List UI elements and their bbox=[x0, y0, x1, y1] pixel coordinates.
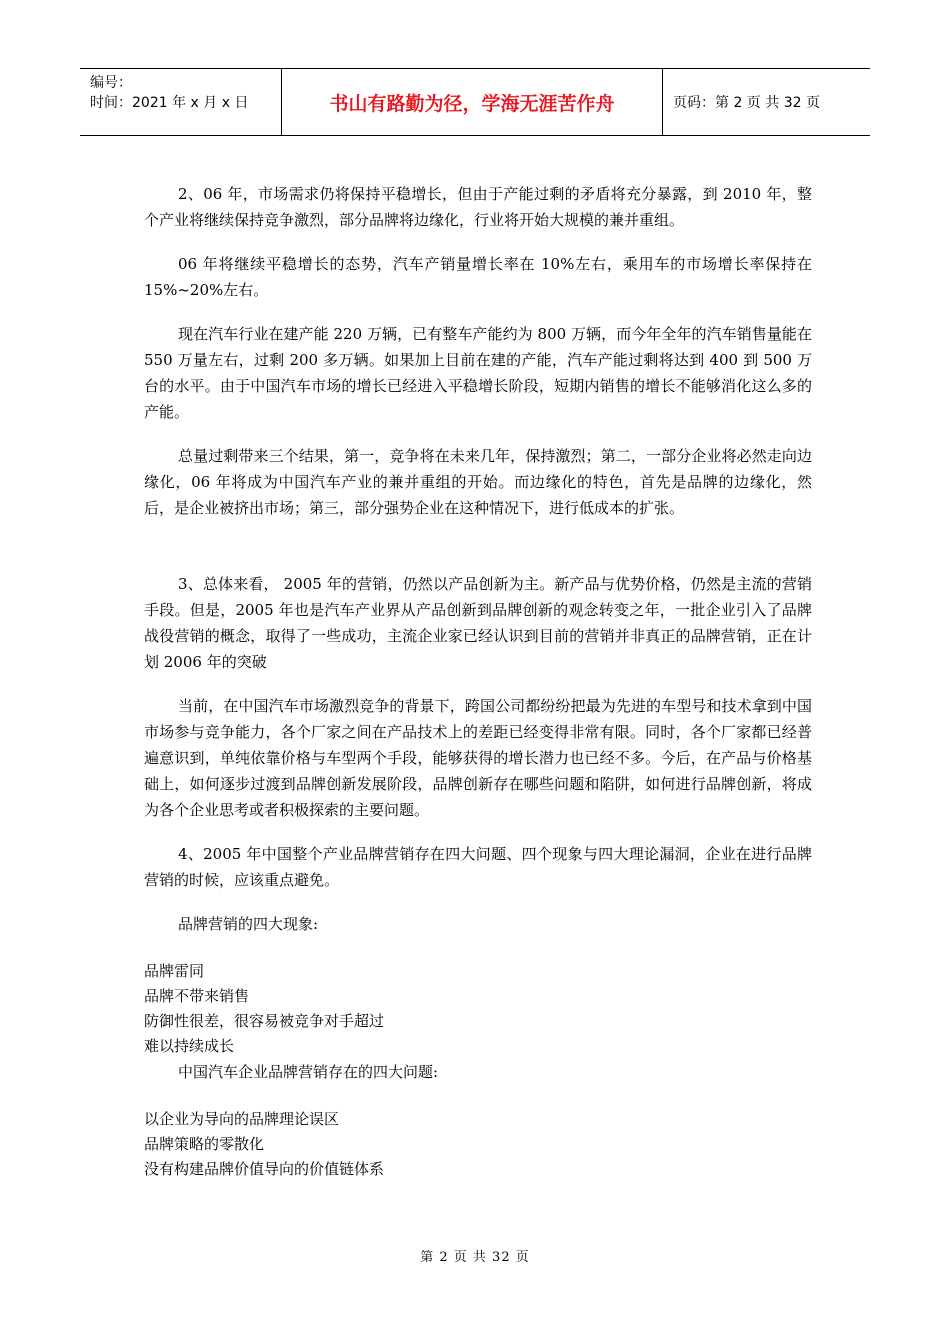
list-item: 以企业为导向的品牌理论误区 bbox=[144, 1110, 340, 1128]
header-meta bbox=[80, 69, 282, 135]
date-label: 时间：2021 年 x 月 x 日 bbox=[90, 95, 249, 111]
page-footer: 第 2 页 共 32 页 bbox=[420, 1250, 530, 1265]
phenomena-list bbox=[144, 959, 812, 1059]
paragraph-5: 3、总体来看， 2005 年的营销，仍然以产品创新为主。新产品与优势价格，仍然是主流的营销手段。但是，2005 年也是汽车产业界从产品创新到品牌创新的观念转变之年，一批企业引入了品牌战役营销的概念，取得了一些成功，主流企业家已经认识到目前的营销并非真正的品牌营销，正在计划 2006 年的突破 bbox=[144, 575, 812, 671]
header-page-info: 页码：第 2 页 共 32 页 bbox=[673, 95, 820, 111]
list-item: 难以持续成长 bbox=[144, 1037, 235, 1055]
list-item: 品牌策略的零散化 bbox=[144, 1135, 265, 1153]
page-header bbox=[80, 68, 870, 136]
paragraph-2: 06 年将继续平稳增长的态势，汽车产销量增长率在 10%左右，乘用车的市场增长率保持在 15%~20%左右。 bbox=[144, 255, 812, 299]
problems-list bbox=[144, 1107, 812, 1182]
paragraph-6: 当前，在中国汽车市场激烈竞争的背景下，跨国公司都纷纷把最为先进的车型号和技术拿到中国市场参与竞争能力，各个厂家之间在产品技术上的差距已经变得非常有限。同时，各个厂家都已经普遍意识到，单纯依靠价格与车型两个手段，能够获得的增长潜力也已经不多。今后，在产品与价格基础上，如何逐步过渡到品牌创新发展阶段，品牌创新存在哪些问题和陷阱，如何进行品牌创新，将成为各个企业思考或者积极探索的主要问题。 bbox=[144, 697, 812, 819]
list-item: 没有构建品牌价值导向的价值链体系 bbox=[144, 1160, 385, 1178]
document-body bbox=[144, 181, 812, 1182]
list-item: 品牌雷同 bbox=[144, 962, 205, 980]
paragraph-3: 现在汽车行业在建产能 220 万辆，已有整车产能约为 800 万辆，而今年全年的汽车销售量能在 550 万量左右，过剩 200 多万辆。如果加上目前在建的产能，汽车产能过剩将达到 400 到 500 万台的水平。由于中国汽车市场的增长已经进入平稳增长阶段，短期内销售的增长不能够消化这么多的产能。 bbox=[144, 325, 812, 421]
paragraph-4: 总量过剩带来三个结果，第一，竞争将在未来几年，保持激烈；第二，一部分企业将必然走向边缘化，06 年将成为中国汽车产业的兼并重组的开始。而边缘化的特色，首先是品牌的边缘化，然后，是企业被挤出市场；第三，部分强势企业在这种情况下，进行低成本的扩张。 bbox=[144, 447, 812, 517]
paragraph-1: 2、06 年，市场需求仍将保持平稳增长，但由于产能过剩的矛盾将充分暴露，到 2010 年，整个产业将继续保持竞争激烈，部分品牌将边缘化，行业将开始大规模的兼并重组。 bbox=[144, 185, 812, 229]
list-item: 品牌不带来销售 bbox=[144, 987, 250, 1005]
phenomena-title: 品牌营销的四大现象: bbox=[178, 915, 319, 933]
problems-title: 中国汽车企业品牌营销存在的四大问题: bbox=[178, 1063, 439, 1081]
list-item: 防御性很差，很容易被竞争对手超过 bbox=[144, 1012, 385, 1030]
number-label: 编号： bbox=[90, 75, 132, 91]
header-motto: 书山有路勤为径，学海无涯苦作舟 bbox=[282, 69, 663, 135]
paragraph-7: 4、2005 年中国整个产业品牌营销存在四大问题、四个现象与四大理论漏洞，企业在进行品牌营销的时候，应该重点避免。 bbox=[144, 845, 812, 889]
